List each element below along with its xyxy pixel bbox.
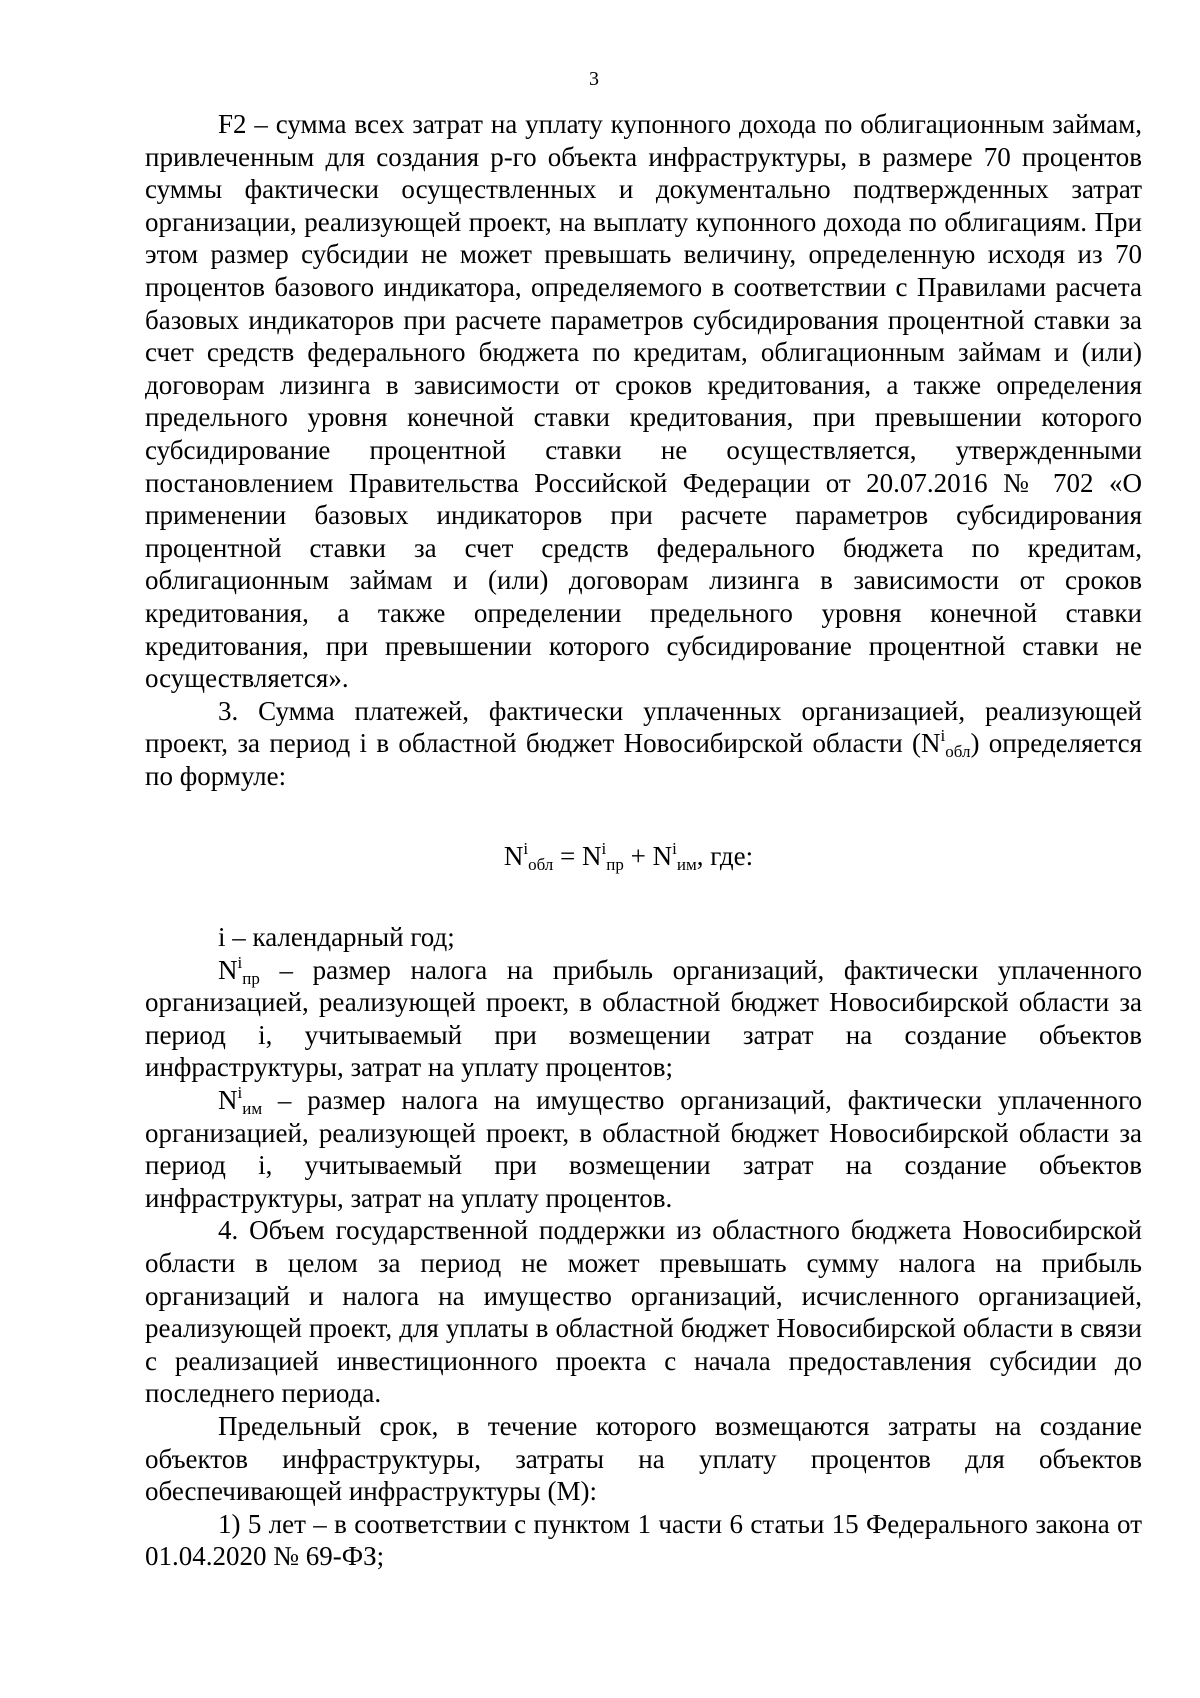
n-pr-superscript: i [237, 952, 243, 972]
formula-term-3: N [652, 841, 673, 872]
formula-term-3-sub: им [676, 855, 697, 875]
n-im-text: – размер налога на имущество организаций, фактически уплаченного организацией, реализующей проект, в областной бюджет Новосибирской области за период i, учитываемый при возмещении затрат на создание объектов инфраструктуры, затрат на уплату процентов. [145, 1085, 1142, 1213]
paragraph-n-im-definition [145, 1084, 1142, 1214]
formula-equals: = [553, 841, 583, 872]
paragraph-3-text-after: ) определяется по формуле: [145, 728, 1143, 791]
page-number: 3 [589, 68, 599, 90]
formula-term-1: N [503, 841, 524, 872]
n-pr-text: – размер налога на прибыль организаций, фактически уплаченного организацией, реализующей проект, в областной бюджет Новосибирской области за период i, учитываемый при возмещении затрат на создание объектов инфраструктуры, затрат на уплату процентов; [145, 954, 1142, 1083]
paragraph-3-superscript: i [940, 726, 946, 746]
n-im-superscript: i [237, 1083, 243, 1103]
paragraph-f2-definition: F2 – сумма всех затрат на уплату купонного дохода по облигационным займам, привлеченным для создания p-го объекта инфраструктуры, в размере 70 процентов суммы фактически осуществленных и документально подтвержденных затрат организации, реализующей проект, на выплату купонного дохода по облигациям. При этом размер субсидии не может превышать величину, определенную исходя из 70 процентов базового индикатора, определяемого в соответствии с Правилами расчета базовых индикаторов при расчете параметров субсидирования процентной ставки за счет средств федерального бюджета по кредитам, облигационным займам и (или) договорам лизинга в зависимости от сроков кредитования, а также определения предельного уровня конечной ставки кредитования, при превышении которого субсидирование процентной ставки не осуществляется, утвержденными постановлением Правительства Российской Федерации от 20.07.2016 № 702 «О применении базовых индикаторов при расчете параметров субсидирования процентной ставки за счет средств федерального бюджета по кредитам, облигационным займам и (или) договорам лизинга в зависимости от сроков кредитования, а также определении предельного уровня конечной ставки кредитования, при превышении которого субсидирование процентной ставки не осуществляется». [145, 109, 1142, 694]
paragraph-4-support-volume: 4. Объем государственной поддержки из областного бюджета Новосибирской области в целом за период не может превышать сумму налога на прибыль организаций и налога на имущество организаций, исчисленного организацией, реализующей проект, для уплаты в областной бюджет Новосибирской области в связи с реализацией инвестиционного проекта с начала предоставления субсидии до последнего периода. [145, 1215, 1142, 1409]
n-im-subscript: им [242, 1099, 263, 1119]
document-body [145, 108, 1142, 1573]
paragraph-item-1: 1) 5 лет – в соответствии с пунктом 1 части 6 статьи 15 Федерального закона от 01.04.2020 № 69-ФЗ; [145, 1508, 1142, 1572]
formula-tail: , где: [696, 841, 754, 872]
n-pr-subscript: пр [242, 968, 260, 988]
paragraph-term-limit: Предельный срок, в течение которого возмещаются затраты на создание объектов инфраструктуры, затраты на уплату процентов для объектов обеспечивающей инфраструктуры (M): [145, 1410, 1142, 1507]
formula-term-3-sup: i [672, 839, 677, 859]
paragraph-3-text-before: 3. Сумма платежей, фактически уплаченных организацией, реализующей проект, за период i в областной бюджет Новосибирской области (N [145, 695, 1142, 759]
paragraph-3-payments-sum [145, 695, 1142, 793]
n-pr-symbol: N [218, 954, 238, 985]
formula-term-2-sup: i [601, 839, 607, 859]
formula-term-2: N [582, 841, 602, 872]
formula-term-1-sub: обл [528, 855, 554, 875]
formula-term-1-sup: i [523, 839, 529, 859]
paragraph-n-pr-definition [145, 954, 1142, 1084]
formula [145, 840, 1142, 873]
paragraph-i-definition: i – календарный год; [218, 922, 455, 953]
paragraph-3-subscript: обл [945, 742, 971, 762]
formula-plus: + [623, 841, 653, 872]
n-im-symbol: N [218, 1085, 238, 1116]
formula-term-2-sub: пр [606, 855, 624, 875]
